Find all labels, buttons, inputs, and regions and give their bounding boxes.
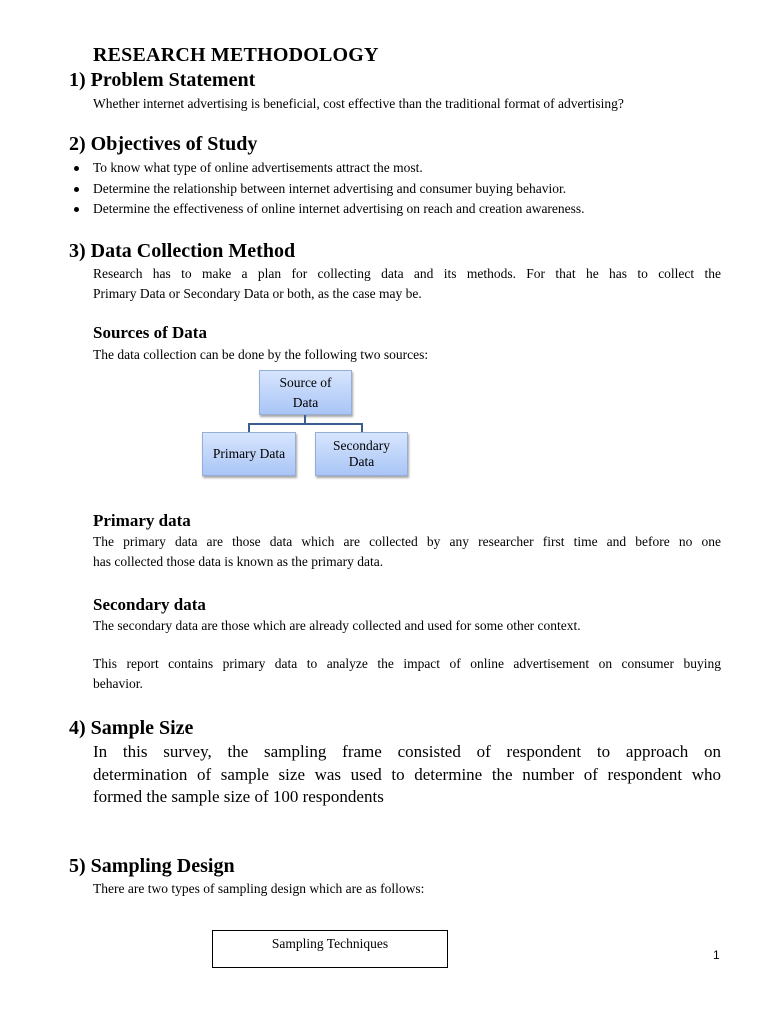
page-number: 1 bbox=[713, 948, 720, 962]
problem-statement-text: Whether internet advertising is beneficial, cost effective than the traditional format of advertising? bbox=[93, 96, 624, 111]
objectives-heading: 2) Objectives of Study bbox=[69, 133, 258, 155]
diagram-connector bbox=[248, 423, 250, 432]
document-title: RESEARCH METHODOLOGY bbox=[93, 44, 379, 66]
report-line-1: This report contains primary data to analyze the impact of online advertisement on consumer buying bbox=[93, 656, 721, 671]
bullet-icon bbox=[74, 187, 79, 192]
sample-size-line-1: In this survey, the sampling frame consisted of respondent to approach on bbox=[93, 742, 721, 761]
data-collection-line-2: Primary Data or Secondary Data or both, as the case may be. bbox=[93, 286, 422, 301]
report-line-2: behavior. bbox=[93, 676, 143, 691]
diagram-connector bbox=[248, 423, 362, 425]
diagram-primary-node: Primary Data bbox=[202, 432, 296, 476]
data-collection-text bbox=[93, 264, 721, 304]
primary-data-line-2: has collected those data is known as the primary data. bbox=[93, 554, 384, 569]
objective-item bbox=[72, 158, 732, 179]
sources-of-data-text: The data collection can be done by the following two sources: bbox=[93, 347, 429, 362]
objective-item bbox=[72, 199, 732, 220]
sample-size-heading: 4) Sample Size bbox=[69, 717, 194, 739]
sample-size-line-2: determination of sample size was used to determine the number of respondent who bbox=[93, 764, 721, 784]
primary-data-text bbox=[93, 532, 721, 572]
sampling-design-heading: 5) Sampling Design bbox=[69, 855, 235, 877]
problem-statement-heading: 1) Problem Statement bbox=[69, 69, 256, 91]
data-collection-line-1: Research has to make a plan for collecting data and its methods. For that he has to collect the bbox=[93, 266, 721, 281]
data-collection-heading: 3) Data Collection Method bbox=[69, 240, 296, 262]
report-text bbox=[93, 654, 721, 694]
bullet-icon bbox=[74, 207, 79, 212]
secondary-data-text: The secondary data are those which are already collected and used for some other context. bbox=[93, 618, 581, 633]
objective-text: To know what type of online advertisements attract the most. bbox=[93, 160, 423, 175]
diagram-connector bbox=[361, 423, 363, 432]
objective-item bbox=[72, 179, 732, 200]
objective-text: Determine the effectiveness of online internet advertising on reach and creation awareness. bbox=[93, 201, 585, 216]
sampling-techniques-box: Sampling Techniques bbox=[212, 930, 448, 968]
diagram-root-node: Source of Data bbox=[259, 370, 352, 415]
sample-size-text bbox=[93, 741, 721, 809]
diagram-secondary-node: Secondary Data bbox=[315, 432, 408, 476]
sources-of-data-heading: Sources of Data bbox=[93, 323, 207, 342]
objective-text: Determine the relationship between internet advertising and consumer buying behavior. bbox=[93, 180, 567, 196]
objectives-list bbox=[72, 158, 732, 220]
secondary-data-heading: Secondary data bbox=[93, 595, 206, 614]
primary-data-heading: Primary data bbox=[93, 511, 191, 530]
sample-size-line-3: formed the sample size of 100 respondents bbox=[93, 787, 384, 806]
bullet-icon bbox=[74, 166, 79, 171]
primary-data-line-1: The primary data are those data which are collected by any researcher first time and before no one bbox=[93, 534, 721, 549]
sampling-design-text: There are two types of sampling design which are as follows: bbox=[93, 881, 425, 896]
